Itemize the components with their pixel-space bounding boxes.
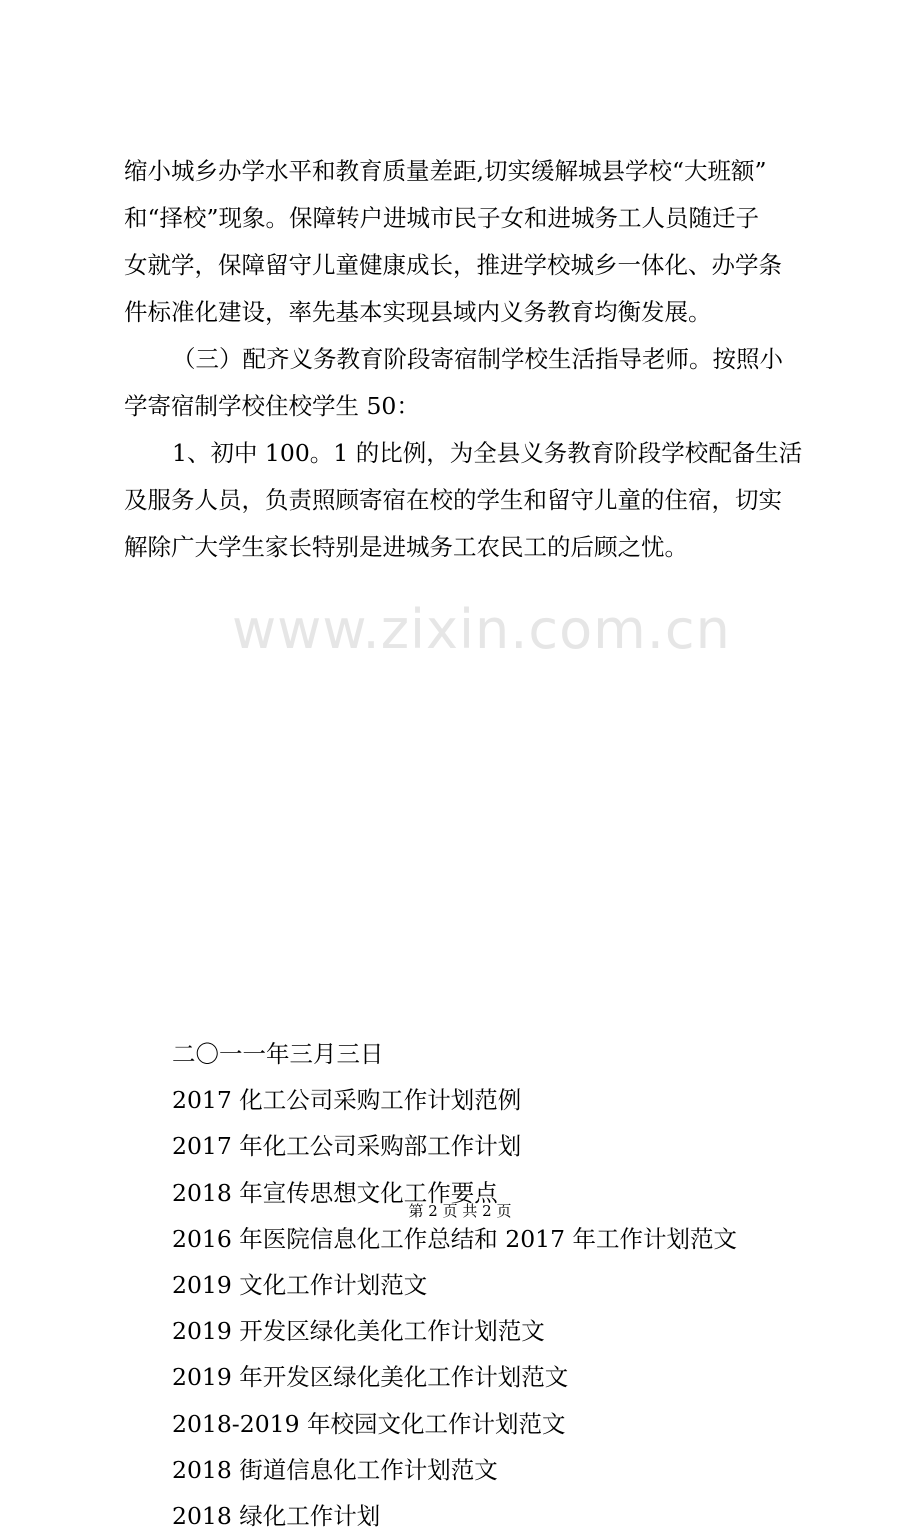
paragraph-line: 缩小城乡办学水平和教育质量差距,切实缓解城县学校“大班额” <box>124 157 767 185</box>
paragraph-line: 学寄宿制学校住校学生 50： <box>124 392 420 420</box>
related-title[interactable]: 2016 年医院信息化工作总结和 2017 年工作计划范文 <box>172 1224 738 1253</box>
related-title[interactable]: 2018-2019 年校园文化工作计划范文 <box>172 1409 566 1438</box>
page-footer: 第 2 页 共 2 页 <box>408 1202 512 1220</box>
paragraph-line: 和“择校”现象。保障转户进城市民子女和进城务工人员随迁子 <box>124 204 760 232</box>
paragraph-line: 女就学，保障留守儿童健康成长，推进学校城乡一体化、办学条 <box>124 251 782 279</box>
related-title[interactable]: 2018 绿化工作计划 <box>172 1501 381 1530</box>
related-title[interactable]: 2019 文化工作计划范文 <box>172 1270 428 1299</box>
document-date: 二〇一一年三月三日 <box>172 1040 384 1068</box>
paragraph-line: 及服务人员，负责照顾寄宿在校的学生和留守儿童的住宿，切实 <box>124 486 782 514</box>
paragraph-line: （三）配齐义务教育阶段寄宿制学校生活指导老师。按照小 <box>172 345 783 373</box>
related-title[interactable]: 2017 化工公司采购工作计划范例 <box>172 1086 522 1115</box>
related-title[interactable]: 2018 年宣传思想文化工作要点 <box>172 1178 498 1207</box>
body-text <box>124 148 804 571</box>
related-title[interactable]: 2017 年化工公司采购部工作计划 <box>172 1132 522 1161</box>
related-title[interactable]: 2018 街道信息化工作计划范文 <box>172 1455 498 1484</box>
related-title[interactable]: 2019 开发区绿化美化工作计划范文 <box>172 1317 545 1346</box>
paragraph-line: 件标准化建设，率先基本实现县域内义务教育均衡发展。 <box>124 298 712 326</box>
related-title[interactable]: 2019 年开发区绿化美化工作计划范文 <box>172 1363 569 1392</box>
related-list <box>172 1031 920 1539</box>
paragraph-line: 解除广大学生家长特别是进城务工农民工的后顾之忧。 <box>124 533 688 561</box>
watermark: www.zixin.com.cn <box>232 598 731 661</box>
paragraph-line: 1、初中 100。1 的比例，为全县义务教育阶段学校配备生活 <box>172 439 803 467</box>
